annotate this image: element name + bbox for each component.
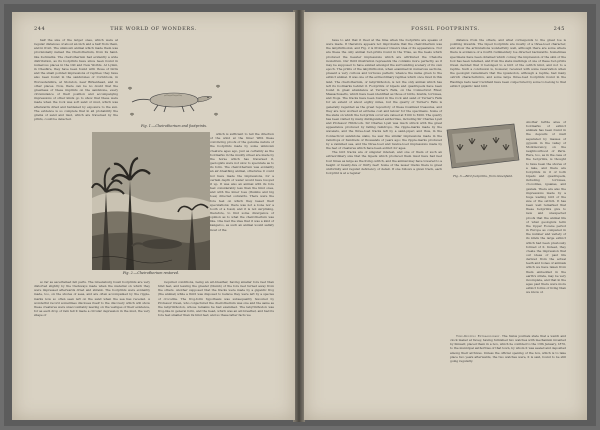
book-spread (4, 4, 596, 426)
right-col2-bottom (450, 334, 566, 412)
left-col2-head (156, 38, 274, 76)
right-col1-bottom-text: The bird tracks are of singular interest, and one of them of such an extraordinary size that the bipeds which produced them must have had feet four times as large as the living ostrich, and the animal may have towered to a height of twenty-five or thirty feet! Some of the lesser tracks there is great uniformity and regular deficiency of detail. If one follows a given track, each footprint is at a regular (326, 150, 442, 175)
fig2-cheirotherium-scene (92, 132, 210, 270)
right-col2-side (526, 120, 566, 295)
left-page-header (34, 26, 273, 34)
left-col2-side (210, 132, 274, 278)
fig2-caption: Fig. 2.—Cheirotherium restored. (122, 271, 180, 275)
fig3-fossil-footprints (444, 120, 522, 172)
fig3-caption: Fig. 3.—Bird footprints, from Greenfield. (453, 174, 513, 178)
right-col2-middle (450, 186, 566, 298)
left-col2-bottom-text: required conditions, being an air-breather, having smaller fore feet than hind feet, and leaving the greater (thumb) of the fore feet turned away from the others. Another supposed that the tracks were made by a gigantic frog (the animal) while a third was disposed to believe they were left by a species of crocodile. The frog-form hypothesis was subsequently favoured by Professor Owen, who conjectured the cheirotherium was one and the same as the labyrinthodon, whose remains he had examined. The labyrinthodon was frog-like in general form, and the head, which was an air-breather, and had its fore feet smaller than its hind feet; and so these latter facts we (158, 280, 274, 318)
time-keeping-heading: Time-Keeping Extraordinary. (456, 334, 501, 338)
fig2-illustration (92, 132, 210, 270)
right-col2-mid-text: Another fertile area of footmarks of extinct animals has been found in the deposits of marl separated by masses of gypsum in the valley of Montmorency, on the neighbourhood of Paris. Here, too, as in the case of the footprints, is thought to have been the shores of a lake, and there are footprints in it of both bipeds and quadrupeds, including tortoises, crocodiles, iguanas, and gavials. There are also the impressions made by a huge wading bird of the size of the ostrich. It has been well remarked that these footprints give to new and unexpected proofs that the animal life of what geologists term the Upper Eocene period in Europe as compared in the number and variety of its kinds the large extinct which had been previously formed of it. Indeed, they create the impression that our ideas of past life derived from the actual teeth and bones of animals which we have taken from them embedded in the earth's strata, may be very incomplete, and that in the ages past there were more extinct forms of living than we know of. (526, 120, 566, 295)
right-col2-top-text: distance from the others, and what corresponds to the great toe is pointing inwards. The biped footprints are mostly of a three-toed character, and show the articulations wonderfully well, although there are some where there is evidence of a fourth rudimentary toe directed backwards. Sometimes specimens have been obtained which convey the impression of the skin of the foot has been retained, and from the slabs markings of one of these foot-prints Owen decided that it belonged to a bird of the ostrich kind, and not to a reptile. Such a conclusion is, however, received with some reservation when the geologist remembers that the iguanodon, although a reptile, had many ostrich characteristics, and some large three-toed footprints found in the Hastings beds near Cuckfield have been conjectured by some to belong to that extinct gigantic land bird. (450, 38, 566, 88)
left-running-title: THE WORLD OF WONDERS. (110, 26, 197, 32)
fig1-cheirotherium-footprints (124, 78, 224, 122)
left-page-number: 244 (34, 26, 46, 32)
time-keeping-text: The Swiss journals state that a watch and clock maker at Vevey, having furnished two watches with mechanism invented by himself, placed them in a box, which he confided to the 13th January, 1870, to the municipal authorities of that town, by whom it was sealed and deposited among their archives. Unless the official opening of the box, which is to take place two years afterwards, the two watches were, it is said, found to be still going regularly. (450, 334, 567, 363)
fig1-caption: Fig. 1.—Cheirotherium and footprints. (140, 124, 208, 128)
left-col2-top-text: which is sufficient to tell the direction of the wind at the time! With these convincing proofs of the genuine nature of the footprints made by some unknown creature ages ago, just as certainly as the footmarks in the muddy street are made by the horse which has traversed it, geologists were not slow to speculate as to its form. The cheirotherium was evidently an air-breathing animal, otherwise it could not have made the impressions, for a certain depth of water would have buoyed it up. It was also an animal with its fore feet considerably less than the hind ones, and with the inner toes (thumbs and big toes) directed outwards. There were the fore feet on which they based their speculations; there was not a bone nor a tooth of a fossil, and it is not surprising, therefore, to find some divergence of opinion as to what the cheirotherium was like. One had the idea that it was a kind of kangaroo, as such an animal would satisfy most of the (210, 132, 274, 232)
right-col2-top (450, 38, 566, 120)
right-col2-bottom-paragraph (450, 334, 566, 363)
left-col1-top-text: half the size of the larger ones, which were at regular distances of about an inch and a half from them, and in front. The unknown animal which made them was provisionally named the Cheirotherium, from its hand-like footmarks. The cheirotherium had evidently a wide distribution, as its footprints have since been found in numerous places in the Old and New Worlds. At Lymm, in Cheshire, they have been found with those of birds and the small pointed impressions of reptiles; they have also been found in the sandstones of Cornbrook, in Worcestershire, at Storeton, near Birkenhead, and in other places. Now, there can be no doubt that the greatness of these imprints on the sandstone, every circumstance of their position and accompanying impressions of other kinds go to show that these were made when the rock was soft sand or mud, which was afterwards dried and hardened by exposure to the sun. The evidence is so complete that in all probability the grains of sand and mud, which are traversed by the prints, could be detected. (34, 38, 118, 121)
fig3-illustration (444, 120, 522, 172)
right-page-number: 245 (553, 26, 565, 32)
left-col1-bottom-text: so far as ascertained fell parts. The Greensburg fossil footprints are very distorted slightly by the trackways made when the material on which they were impressed afterwards dried and shrank. The footprints were evidently made, too, on the shores of seas, and are often accompanied by the ripple-marks now so often seen left on the sand when the sea has receded. A wonderful record sometimes discloses itself to the discovery which will show these creatures were unaccountably leaving on the vestiges of their existence, for as each drop of rain fell it made a circular depression in the mud, the very shape of (34, 280, 150, 318)
right-col1 (326, 38, 442, 412)
right-running-title: FOSSIL FOOTPRINTS. (411, 26, 480, 32)
right-page (304, 12, 587, 420)
left-page (12, 12, 295, 420)
right-col1-top-text: have to add that it lived at the time when the footprints are speaks of were made. It therefore appears not improbable that the cheirotherium was the labyrinthodon; and Fig. 2 is Professor Owen's idea of its appearance. Nor are these the only animal foot-prints found in the Trias, as the heels which produced the heavier impressions which are attributed the Cheloria monstrum. Our third illustration represents the contains more perfectly, as it may be supposed to have existed amongst the surrounding scenery of its own epoch. The prints of the labyrinthodon, when examined in numerous sections, present a very curious and tortuous pattern; whence the name given to the extinct animal. It was one of the extraordinary reptiles which once lived in this land. The cheirotherium, or labyrinthodon, is not the only animal which has left its footmarks behind it. Footprints of bipeds and quadrupeds have been found in great abundance at Turner's Falls, on the Connecticut River, Massachusetts, which have been identified as those of birds, lizards, tortoises, and frogs. The tracks have been found in the rock and sand of Turner's Falls for an extent of about eighty miles, but the quarry of Turner's Falls is generally regarded as the great repository of these fossilized treasures, and they are now worked at extreme cost and labour for the specimens. Some of the slabs on which the footprints occur are valued at £100 to £200. The quarry has been visited by many distinguished authorities, including Sir Charles Lyell and Professor Hitchcock. Sir Charles Lyell was much struck with the great appearance produced by falling raindrops, the ripple-marks made by the wavelets, and the three-toed tracks left by a sand-piper; and thus, in the Connecticut sandstone slabs, he saw the similar impressions made in the raindrops of hundreds of thousands of years ago; the ripple-marks produced by a vanished sea, and the three-toed and twelve-toed impressions made by the feet of creatures which have been extinct for ages. (326, 38, 443, 151)
left-col1-bottom (34, 280, 150, 412)
right-page-header (326, 26, 565, 34)
left-col2-bottom (158, 280, 274, 412)
fig1-illustration (124, 78, 224, 122)
